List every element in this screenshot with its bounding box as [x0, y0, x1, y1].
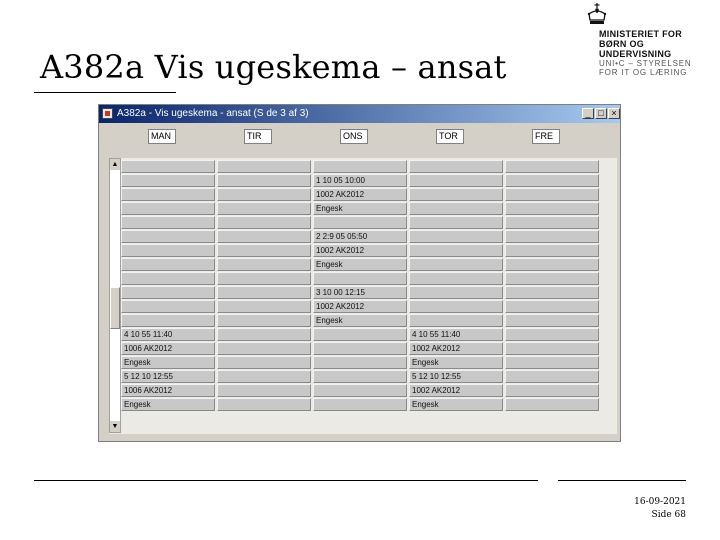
schedule-cell-ons[interactable]: 2 2:9 05 05:50	[313, 230, 407, 243]
schedule-cell-fre[interactable]	[505, 216, 599, 229]
schedule-cell-fre[interactable]	[505, 370, 599, 383]
schedule-cell-ons[interactable]: 1002 AK2012	[313, 244, 407, 257]
schedule-cell-man[interactable]	[121, 160, 215, 173]
schedule-cell-tor[interactable]	[409, 230, 503, 243]
logo-line-1: MINISTERIET FOR	[599, 29, 682, 39]
schedule-window	[98, 104, 621, 442]
schedule-cell-tor[interactable]: 4 10 55 11:40	[409, 328, 503, 341]
schedule-cell-fre[interactable]	[505, 384, 599, 397]
schedule-cell-man[interactable]: Engesk	[121, 356, 215, 369]
schedule-cell-man[interactable]	[121, 300, 215, 313]
schedule-cell-fre[interactable]	[505, 314, 599, 327]
schedule-cell-man[interactable]	[121, 230, 215, 243]
schedule-cell-man[interactable]	[121, 202, 215, 215]
schedule-cell-tor[interactable]	[409, 272, 503, 285]
schedule-cell-tir[interactable]	[217, 160, 311, 173]
schedule-cell-man[interactable]	[121, 216, 215, 229]
schedule-cell-tor[interactable]: Engesk	[409, 356, 503, 369]
schedule-cell-tir[interactable]	[217, 384, 311, 397]
schedule-cell-fre[interactable]	[505, 300, 599, 313]
schedule-cell-ons[interactable]: 1 10 05 10:00	[313, 174, 407, 187]
schedule-cell-man[interactable]: 5 12 10 12:55	[121, 370, 215, 383]
schedule-cell-tor[interactable]	[409, 202, 503, 215]
schedule-cell-ons[interactable]: Engesk	[313, 314, 407, 327]
footer-date: 16-09-2021	[634, 497, 686, 507]
schedule-cell-man[interactable]: 1006 AK2012	[121, 342, 215, 355]
schedule-cell-fre[interactable]	[505, 286, 599, 299]
schedule-cell-ons[interactable]: Engesk	[313, 258, 407, 271]
schedule-cell-tir[interactable]	[217, 258, 311, 271]
schedule-cell-ons[interactable]	[313, 356, 407, 369]
schedule-cell-man[interactable]	[121, 286, 215, 299]
schedule-cell-man[interactable]	[121, 272, 215, 285]
schedule-cell-tir[interactable]	[217, 244, 311, 257]
day-header-fre: FRE	[532, 129, 560, 144]
schedule-cell-tir[interactable]	[217, 314, 311, 327]
crown-icon	[585, 2, 609, 28]
scroll-thumb[interactable]	[110, 287, 120, 329]
scroll-up-arrow-icon[interactable]: ▲	[111, 161, 119, 168]
schedule-cell-tor[interactable]	[409, 286, 503, 299]
schedule-cell-ons[interactable]	[313, 370, 407, 383]
schedule-cell-tir[interactable]	[217, 174, 311, 187]
schedule-cell-tir[interactable]	[217, 286, 311, 299]
schedule-cell-tir[interactable]	[217, 230, 311, 243]
schedule-cell-fre[interactable]	[505, 258, 599, 271]
schedule-cell-man[interactable]: 1006 AK2012	[121, 384, 215, 397]
schedule-cell-ons[interactable]	[313, 160, 407, 173]
schedule-cell-tor[interactable]	[409, 188, 503, 201]
schedule-cell-fre[interactable]	[505, 188, 599, 201]
window-title: A382a - Vis ugeskema - ansat (S de 3 af 3)	[117, 108, 309, 119]
schedule-cell-man[interactable]: Engesk	[121, 398, 215, 411]
day-header-man: MAN	[148, 129, 176, 144]
schedule-cell-tor[interactable]	[409, 314, 503, 327]
schedule-cell-ons[interactable]	[313, 272, 407, 285]
schedule-cell-ons[interactable]: 1002 AK2012	[313, 188, 407, 201]
day-header-tir: TIR	[244, 129, 272, 144]
schedule-cell-fre[interactable]	[505, 160, 599, 173]
schedule-cell-fre[interactable]	[505, 244, 599, 257]
schedule-cell-ons[interactable]	[313, 384, 407, 397]
window-titlebar[interactable]	[99, 105, 620, 123]
schedule-cell-tir[interactable]	[217, 202, 311, 215]
footer-page-number: Side 68	[651, 510, 686, 520]
schedule-cell-fre[interactable]	[505, 272, 599, 285]
schedule-cell-ons[interactable]	[313, 216, 407, 229]
logo-line-5: FOR IT OG LÆRING	[599, 68, 688, 77]
minimize-button[interactable]: _	[582, 108, 594, 119]
schedule-cell-tir[interactable]	[217, 342, 311, 355]
schedule-cell-tor[interactable]: 1002 AK2012	[409, 384, 503, 397]
schedule-cell-tir[interactable]	[217, 188, 311, 201]
slide-title: A382a Vis ugeskema – ansat	[40, 48, 507, 86]
schedule-cell-man[interactable]: 4 10 55 11:40	[121, 328, 215, 341]
schedule-cell-man[interactable]	[121, 258, 215, 271]
schedule-cell-ons[interactable]	[313, 398, 407, 411]
schedule-cell-tir[interactable]	[217, 272, 311, 285]
schedule-cell-ons[interactable]: 3 10 00 12:15	[313, 286, 407, 299]
schedule-cell-tor[interactable]	[409, 216, 503, 229]
schedule-cell-tor[interactable]: 1002 AK2012	[409, 342, 503, 355]
app-icon	[102, 108, 113, 119]
schedule-cell-tor[interactable]	[409, 244, 503, 257]
schedule-cell-tir[interactable]	[217, 216, 311, 229]
close-button[interactable]: ×	[608, 108, 620, 119]
schedule-cell-tor[interactable]	[409, 300, 503, 313]
schedule-cell-fre[interactable]	[505, 328, 599, 341]
schedule-cell-fre[interactable]	[505, 174, 599, 187]
schedule-cell-man[interactable]	[121, 314, 215, 327]
ministry-logo	[583, 2, 713, 80]
schedule-cell-man[interactable]	[121, 174, 215, 187]
schedule-cell-ons[interactable]: 1002 AK2012	[313, 300, 407, 313]
schedule-cell-tir[interactable]	[217, 370, 311, 383]
schedule-cell-tir[interactable]	[217, 328, 311, 341]
schedule-cell-fre[interactable]	[505, 398, 599, 411]
day-header-ons: ONS	[340, 129, 368, 144]
schedule-cell-tor[interactable]	[409, 174, 503, 187]
schedule-cell-tor[interactable]: 5 12 10 12:55	[409, 370, 503, 383]
footer-rule-right	[558, 480, 686, 481]
schedule-cell-ons[interactable]: Engesk	[313, 202, 407, 215]
schedule-cell-fre[interactable]	[505, 230, 599, 243]
schedule-cell-tir[interactable]	[217, 300, 311, 313]
day-header-tor: TOR	[436, 129, 464, 144]
logo-line-2: BØRN OG	[599, 39, 645, 49]
schedule-cell-fre[interactable]	[505, 356, 599, 369]
title-underline	[34, 92, 176, 93]
schedule-cell-tir[interactable]	[217, 398, 311, 411]
schedule-cell-tor[interactable]: Engesk	[409, 398, 503, 411]
schedule-cell-fre[interactable]	[505, 342, 599, 355]
schedule-cell-tor[interactable]	[409, 258, 503, 271]
vertical-scrollbar[interactable]	[109, 158, 121, 433]
schedule-cell-tor[interactable]	[409, 160, 503, 173]
schedule-cell-man[interactable]	[121, 188, 215, 201]
maximize-button[interactable]: □	[595, 108, 607, 119]
logo-line-3: UNDERVISNING	[599, 49, 672, 59]
schedule-cell-fre[interactable]	[505, 202, 599, 215]
scroll-down-arrow-icon[interactable]: ▼	[111, 423, 119, 430]
schedule-cell-ons[interactable]	[313, 342, 407, 355]
schedule-cell-man[interactable]	[121, 244, 215, 257]
logo-line-4: UNI•C – STYRELSEN	[599, 59, 692, 68]
footer-rule-left	[34, 480, 538, 481]
schedule-cell-ons[interactable]	[313, 328, 407, 341]
schedule-cell-tir[interactable]	[217, 356, 311, 369]
